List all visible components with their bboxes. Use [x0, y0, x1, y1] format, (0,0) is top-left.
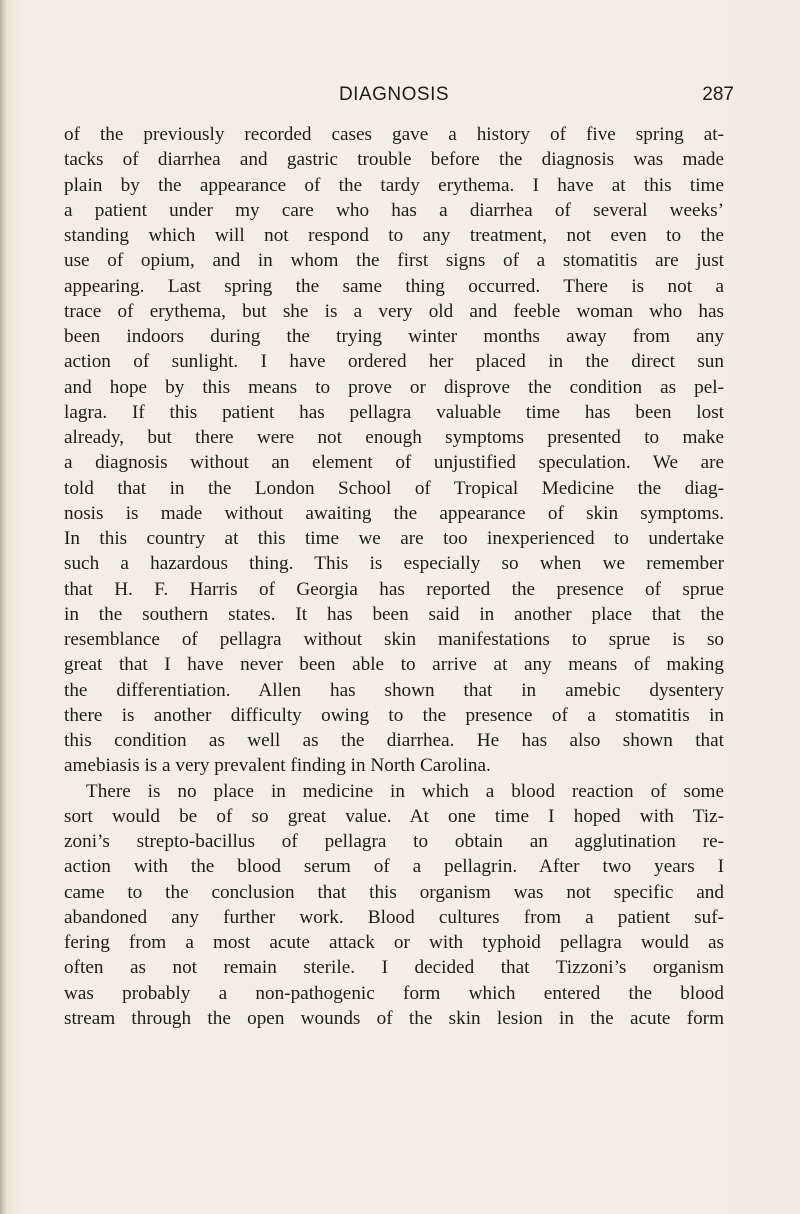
text-line: often as not remain sterile. I decided that Tizzoni’s organism — [64, 957, 724, 979]
text-line: lagra. If this patient has pellagra valuable time has been lost — [64, 401, 724, 423]
text-line: action with the blood serum of a pellagrin. After two years I — [64, 856, 724, 878]
text-line: such a hazardous thing. This is especially so when we remember — [64, 553, 724, 575]
text-line: great that I have never been able to arrive at any means of making — [64, 654, 724, 676]
text-line: tacks of diarrhea and gastric trouble before the diagnosis was made — [64, 149, 724, 171]
text-line: In this country at this time we are too inexperienced to undertake — [64, 528, 724, 549]
text-line: trace of erythema, but she is a very old and feeble woman who has — [64, 300, 724, 322]
text-line: that H. F. Harris of Georgia has reported the presence of sprue — [64, 578, 724, 600]
text-line: a diagnosis without an element of unjustified speculation. We are — [64, 452, 724, 474]
text-line: in the southern states. It has been said in another place that the — [64, 603, 724, 625]
text-line: there is another difficulty owing to the presence of a stomatitis in — [64, 704, 724, 726]
text-line: been indoors during the trying winter months away from any — [64, 326, 724, 347]
text-line: already, but there were not enough symptoms presented to make — [64, 427, 724, 448]
text-line: of the previously recorded cases gave a history of five spring at- — [64, 124, 724, 145]
text-line: abandoned any further work. Blood cultures from a patient suf- — [64, 906, 724, 928]
paragraph-end-line: amebiasis is a very prevalent finding in North Carolina. — [64, 755, 491, 777]
text-line: resemblance of pellagra without skin manifestations to sprue is so — [64, 629, 724, 650]
text-line: this condition as well as the diarrhea. He has also shown that — [64, 730, 724, 751]
text-line: told that in the London School of Tropical Medicine the diag- — [64, 477, 724, 499]
text-line: fering from a most acute attack or with typhoid pellagra would as — [64, 932, 724, 953]
text-line: plain by the appearance of the tardy erythema. I have at this time — [64, 174, 724, 196]
text-line: the differentiation. Allen has shown that in amebic dysentery — [64, 679, 724, 701]
running-head-title: DIAGNOSIS — [338, 84, 450, 105]
page-number: 287 — [702, 84, 734, 105]
page-binding-edge — [0, 0, 6, 1214]
text-line: standing which will not respond to any treatment, not even to the — [64, 225, 724, 246]
text-line: came to the conclusion that this organism was not specific and — [64, 881, 724, 903]
text-line: sort would be of so great value. At one time I hoped with Tiz- — [64, 805, 724, 827]
text-line: and hope by this means to prove or disprove the condition as pel- — [64, 376, 724, 398]
text-line: action of sunlight. I have ordered her placed in the direct sun — [64, 351, 724, 373]
text-line: zoni’s strepto-bacillus of pellagra to obtain an agglutination re- — [64, 831, 724, 852]
paragraph-start-line: There is no place in medicine in which a blood reaction of some — [86, 780, 724, 802]
text-line: was probably a non-pathogenic form which entered the blood — [64, 982, 724, 1004]
text-line: stream through the open wounds of the skin lesion in the acute form — [64, 1007, 724, 1029]
text-line: a patient under my care who has a diarrhea of several weeks’ — [64, 199, 724, 221]
body-text — [64, 122, 724, 1031]
text-line: appearing. Last spring the same thing occurred. There is not a — [64, 275, 724, 297]
text-line: use of opium, and in whom the first signs of a stomatitis are just — [64, 250, 724, 272]
text-line: nosis is made without awaiting the appearance of skin symptoms. — [64, 502, 724, 524]
running-head — [64, 84, 734, 112]
